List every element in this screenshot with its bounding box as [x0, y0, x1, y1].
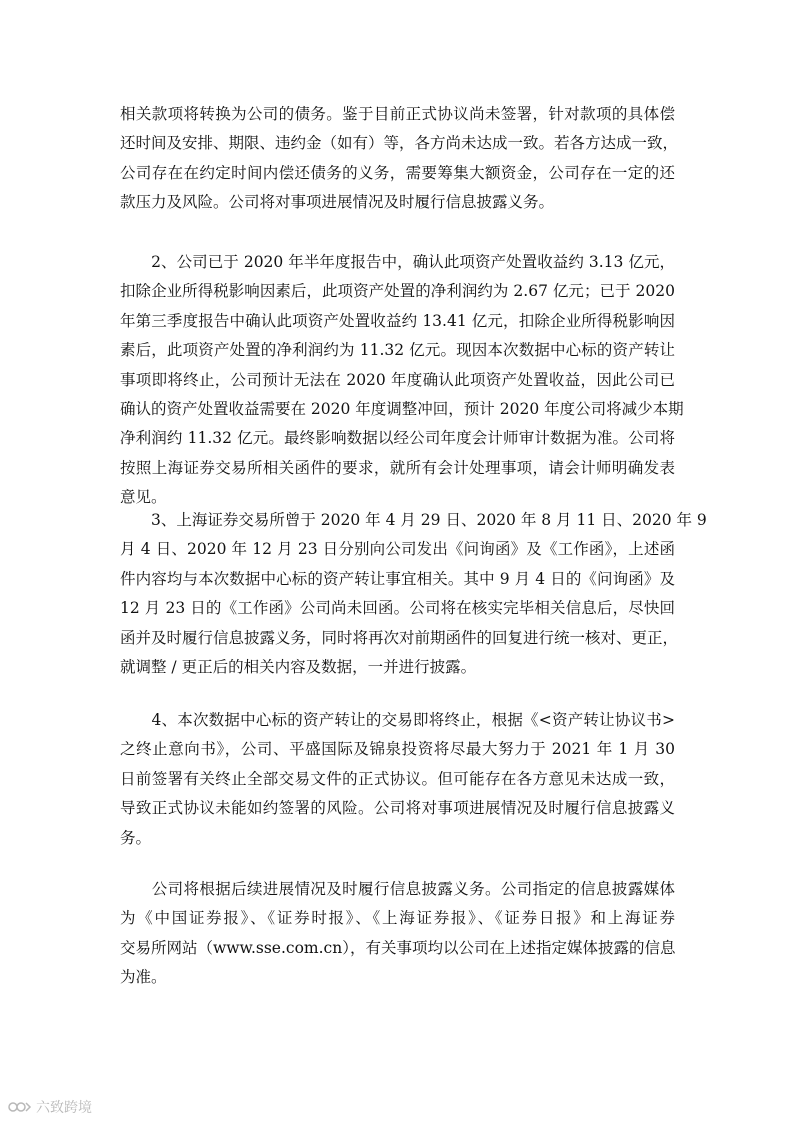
- text-line: 就调整 / 更正后的相关内容及数据，一并进行披露。: [120, 658, 477, 677]
- text-line: 为《中国证券报》、《证券时报》、《上海证券报》、《证券日报》和上海证券: [120, 909, 675, 928]
- text-line: 公司将根据后续进展情况及时履行信息披露义务。公司指定的信息披露媒体: [120, 880, 675, 898]
- text-line: 函并及时履行信息披露义务，同时将再次对前期函件的回复进行统一核对、更正，: [120, 628, 679, 647]
- text-line: 意见。: [120, 488, 167, 507]
- text-line: 2、公司已于 2020 年半年度报告中，确认此项资产处置收益约 3.13 亿元，: [120, 253, 675, 271]
- brand-logo-icon: [8, 1100, 32, 1114]
- text-line: 3、上海证券交易所曾于 2020 年 4 月 29 日、2020 年 8 月 11 日、2020 年 9: [120, 511, 707, 529]
- text-line: 月 4 日、2020 年 12 月 23 日分别向公司发出《问询函》及《工作函》，上述函: [120, 540, 675, 559]
- text-line: 4、本次数据中心标的资产转让的交易即将终止，根据《<资产转让协议书>: [120, 711, 675, 729]
- paragraph-intro: [120, 100, 679, 218]
- text-line: 导致正式协议未能如约签署的风险。公司将对事项进展情况及时履行信息披露义: [120, 799, 675, 818]
- text-line: 公司存在在约定时间内偿还债务的义务，需要筹集大额资金，公司存在一定的还: [120, 163, 675, 182]
- text-line: 事项即将终止，公司预计无法在 2020 年度确认此项资产处置收益，因此公司已: [120, 370, 675, 389]
- watermark-text: 六致跨境: [36, 1100, 92, 1116]
- text-line: 年第三季度报告中确认此项资产处置收益约 13.41 亿元，扣除企业所得税影响因: [120, 311, 675, 330]
- paragraph-item-3: [120, 506, 707, 682]
- text-line: 素后，此项资产处置的净利润约为 11.32 亿元。现因本次数据中心标的资产转让: [120, 341, 675, 360]
- text-line: 还时间及安排、期限、违约金（如有）等，各方尚未达成一致。若各方达成一致，: [120, 134, 679, 153]
- text-line: 12 月 23 日的《工作函》公司尚未回函。公司将在核实完毕相关信息后，尽快回: [120, 599, 675, 618]
- text-line: 之终止意向书》，公司、平盛国际及锦泉投资将尽最大努力于 2021 年 1 月 30: [120, 740, 675, 759]
- text-line: 确认的资产处置收益需要在 2020 年度调整冲回，预计 2020 年度公司将减少本期: [120, 400, 684, 419]
- text-line: 扣除企业所得税影响因素后，此项资产处置的净利润约为 2.67 亿元；已于 2020: [120, 282, 675, 301]
- paragraph-item-4: [120, 706, 675, 853]
- text-line: 相关款项将转换为公司的债务。鉴于目前正式协议尚未签署，针对款项的具体偿: [120, 105, 675, 123]
- text-line: 款压力及风险。公司将对事项进展情况及时履行信息披露义务。: [120, 193, 555, 212]
- text-line: 交易所网站（www.sse.com.cn），有关事项均以公司在上述指定媒体披露的信息: [120, 938, 676, 957]
- text-line: 日前签署有关终止全部交易文件的正式协议。但可能存在各方意见未达成一致，: [120, 769, 675, 788]
- watermark: [8, 1097, 92, 1117]
- paragraph-item-2: [120, 248, 684, 513]
- text-line: 为准。: [120, 968, 167, 987]
- paragraph-closing: [120, 875, 675, 993]
- text-line: 按照上海证券交易所相关函件的要求，就所有会计处理事项，请会计师明确发表: [120, 458, 675, 477]
- text-line: 务。: [120, 828, 152, 847]
- text-line: 件内容均与本次数据中心标的资产转让事宜相关。其中 9 月 4 日的《问询函》及: [120, 569, 675, 588]
- text-line: 净利润约 11.32 亿元。最终影响数据以经公司年度会计师审计数据为准。公司将: [120, 429, 675, 448]
